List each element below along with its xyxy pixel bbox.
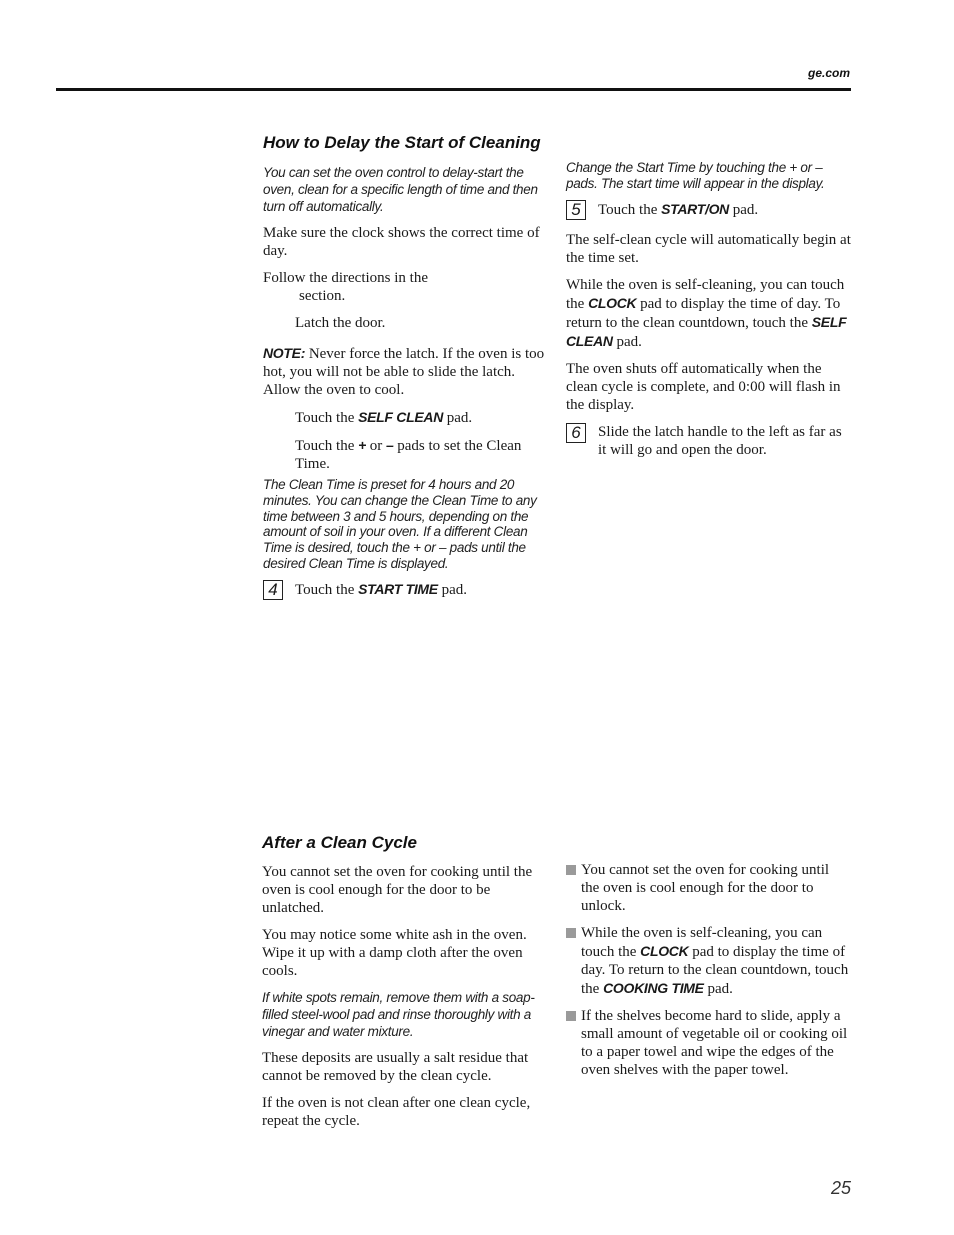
delay-right-column [566, 160, 851, 459]
after-bullet-1: You cannot set the oven for cooking until the oven is cool enough for the door to unlock. [566, 861, 851, 915]
after-heading: After a Clean Cycle [262, 833, 417, 852]
touch-plus-minus-b: pads to set the Clean Time. [295, 438, 522, 472]
auto-begin-text: The self-clean cycle will automatically begin at the time set. [566, 232, 851, 266]
self-clean-pad-label: SELF CLEAN [358, 409, 443, 425]
latch-door-text: Latch the door. [295, 315, 386, 331]
while-cleaning-c: pad. [616, 334, 642, 350]
delay-left-column [263, 133, 547, 599]
step-5 [566, 200, 851, 219]
note-paragraph [263, 344, 547, 399]
follow-directions-text [263, 269, 547, 305]
step-4-a: Touch the [295, 581, 355, 598]
step-6-number: 6 [566, 423, 586, 443]
step-4 [263, 580, 547, 599]
step-5-a: Touch the [598, 202, 658, 218]
self-clean-pad-label-2: SELF CLEAN [566, 314, 847, 349]
note-text: Never force the latch. If the oven is too hot, you will not be able to slide the latch. Allow the oven to cool. [263, 346, 545, 398]
follow-directions-a: Follow the directions in the [263, 270, 428, 286]
follow-directions-b: section. [299, 288, 346, 304]
after-bullet-2 [566, 924, 851, 998]
while-cleaning-text [566, 276, 851, 351]
after-bullet-2-b: pad to display the time of day. To return to the clean countdown, touch the [581, 944, 849, 997]
clean-time-preset-note: The Clean Time is preset for 4 hours and 20 minutes. You can change the Clean Time to any time between 3 and 5 hours, depending on the amount of soil in your oven. If a different Clean Time is desired, touch the + or – pads until the desired Clean Time is displayed. [263, 477, 537, 571]
after-bullet-2-c: pad. [707, 981, 733, 997]
after-p1: You cannot set the oven for cooking until the oven is cool enough for the door to be unlatched. [262, 864, 533, 916]
while-cleaning-a: While the oven is self-cleaning, you can touch the [566, 277, 845, 312]
while-cleaning-b: pad to display the time of day. To return to the clean countdown, touch the [566, 296, 841, 331]
start-time-pad-label: START TIME [358, 580, 438, 597]
touch-self-clean-a: Touch the [295, 410, 355, 426]
clock-pad-label: CLOCK [588, 295, 637, 311]
touch-self-clean-b: pad. [446, 410, 473, 426]
after-bullet-3: If the shelves become hard to slide, apply a small amount of vegetable oil or cooking oil to a paper towel and wipe the edges of the oven shelves with the paper towel. [566, 1007, 851, 1079]
touch-self-clean-text [263, 408, 547, 427]
change-start-note: Change the Start Time by touching the + or – pads. The start time will appear in the display. [566, 160, 825, 191]
page-number: 25 [830, 1178, 851, 1198]
step-5-number: 5 [566, 200, 586, 220]
clock-pad-label-2: CLOCK [640, 943, 689, 959]
after-bullet-2-a: While the oven is self-cleaning, you can touch the [581, 925, 823, 960]
delay-heading: How to Delay the Start of Cleaning [263, 133, 541, 152]
after-p4: If the oven is not clean after one clean cycle, repeat the cycle. [262, 1095, 531, 1129]
step-4-number: 4 [263, 580, 283, 600]
clock-check-text: Make sure the clock shows the correct time of day. [263, 225, 540, 259]
site-url: ge.com [807, 66, 850, 80]
after-p2: You may notice some white ash in the oven. Wipe it up with a damp cloth after the oven cools. [262, 927, 527, 979]
touch-plus-minus-text [263, 436, 547, 473]
note-label: NOTE: [263, 345, 306, 361]
step-6 [566, 423, 851, 459]
after-left-column [262, 833, 546, 1130]
step-5-b: pad. [732, 202, 759, 218]
step-6-text: Slide the latch handle to the left as far as it will go and open the door. [598, 424, 842, 458]
after-white-spots-note: If white spots remain, remove them with a soap-filled steel-wool pad and rinse thoroughly with a vinegar and water mixture. [262, 990, 535, 1039]
start-on-pad-label: START/ON [661, 201, 729, 217]
step-4-b: pad. [441, 581, 467, 598]
minus-pad-label: – [386, 437, 394, 453]
cooking-time-pad-label: COOKING TIME [603, 980, 704, 996]
plus-minus-or: or [369, 438, 383, 454]
delay-intro: You can set the oven control to delay-start the oven, clean for a specific length of time and then turn off automatically. [263, 165, 538, 214]
plus-pad-label: + [358, 437, 366, 453]
shutoff-text: The oven shuts off automatically when the clean cycle is complete, and 0:00 will flash in the display. [566, 361, 841, 413]
after-p3: These deposits are usually a salt residue that cannot be removed by the clean cycle. [262, 1050, 529, 1084]
header-rule [56, 88, 851, 91]
after-right-column [566, 861, 851, 1079]
touch-plus-minus-a: Touch the [295, 438, 355, 454]
